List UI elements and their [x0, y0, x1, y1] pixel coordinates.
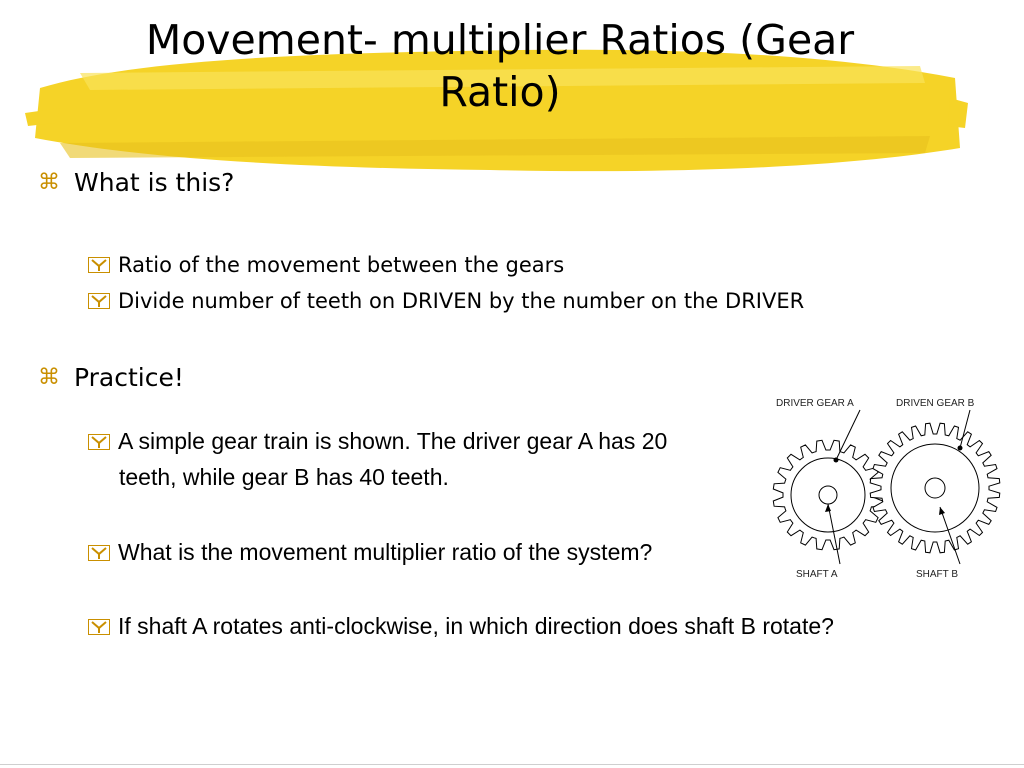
driver-gear-a	[773, 440, 882, 549]
gear-train-diagram	[770, 392, 1010, 584]
sub-bullet	[88, 613, 834, 640]
gear-teeth-outline	[870, 423, 1000, 553]
sub-bullet-text: Ratio of the movement between the gears	[118, 253, 565, 277]
driver-gear-label: DRIVER GEAR A	[776, 398, 854, 409]
driven-gear-label: DRIVEN GEAR B	[896, 398, 975, 409]
gear-teeth-outline	[773, 440, 882, 549]
footer-divider	[0, 764, 1024, 765]
command-bullet-icon: ⌘	[38, 365, 60, 390]
checkbox-bullet-icon	[88, 257, 110, 273]
sub-bullet	[88, 289, 804, 313]
sub-bullet-text: What is the movement multiplier ratio of the system?	[118, 539, 653, 565]
pointer-dot	[834, 458, 839, 463]
checkbox-bullet-icon	[88, 293, 110, 309]
command-bullet-icon: ⌘	[38, 170, 60, 195]
pointer-dot	[958, 446, 963, 451]
sub-bullet-text: Divide number of teeth on DRIVEN by the number on the DRIVER	[118, 289, 805, 313]
driven-gear-b	[870, 423, 1000, 553]
bullet-text: Practice!	[74, 363, 184, 392]
sub-bullet	[88, 539, 652, 566]
shaft-a-label: SHAFT A	[796, 569, 838, 580]
shaft-b-label: SHAFT B	[916, 569, 959, 580]
sub-bullet-continuation: teeth, while gear B has 40 teeth.	[119, 464, 449, 490]
sub-bullet	[88, 253, 564, 277]
bullet-text: What is this?	[74, 168, 235, 197]
checkbox-bullet-icon	[88, 545, 110, 561]
slide-title: Movement- multiplier Ratios (Gear Ratio)	[145, 16, 855, 116]
bullet-practice	[38, 363, 184, 392]
sub-bullet-text: If shaft A rotates anti-clockwise, in which direction does shaft B rotate?	[118, 613, 834, 639]
bullet-what-is-this	[38, 168, 234, 197]
sub-bullet-text: A simple gear train is shown. The driver gear A has 20	[118, 428, 668, 454]
checkbox-bullet-icon	[88, 619, 110, 635]
checkbox-bullet-icon	[88, 434, 110, 450]
sub-bullet	[88, 428, 667, 455]
